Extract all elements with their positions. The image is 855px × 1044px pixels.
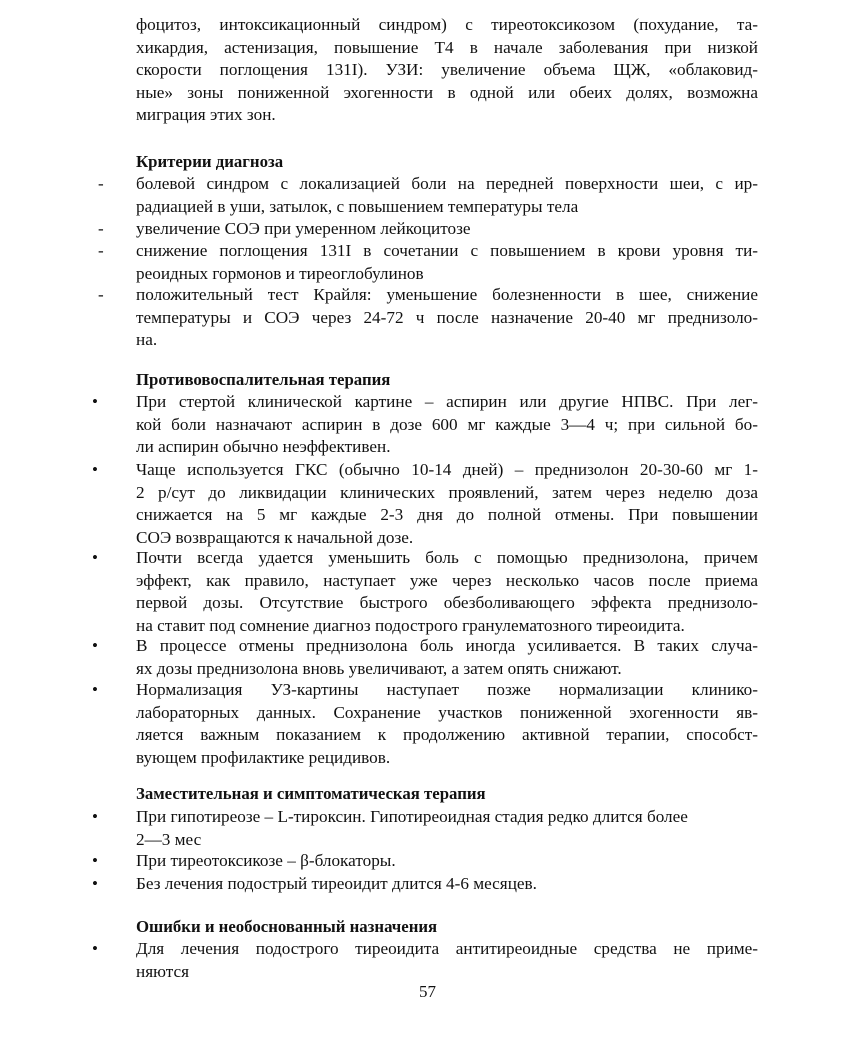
therapy-item-line: При гипотиреозе – L-тироксин. Гипотиреоидная стадия редко длится более <box>136 807 688 826</box>
criteria-heading: Критерии диагноза <box>136 152 284 171</box>
dash-marker: - <box>98 219 104 238</box>
bullet-marker: • <box>92 680 98 699</box>
therapy-item-line: лабораторных данных. Сохранение участков пониженной эхогенности яв- <box>136 702 758 722</box>
criteria-item-text <box>136 240 758 285</box>
therapy-item-line: вующем профилактике рецидивов. <box>136 747 391 767</box>
criteria-item-line: болевой синдром с локализацией боли на передней поверхности шеи, с ир- <box>136 174 758 193</box>
criteria-item-line: температуры и СОЭ через 24-72 ч после назначение 20-40 мг преднизоло- <box>136 307 758 327</box>
criteria-item-line: снижение поглощения 131I в сочетании с повышением в крови уровня ти- <box>136 241 758 260</box>
errors-heading: Ошибки и необоснованный назначения <box>136 917 438 936</box>
therapy-item-text <box>136 459 758 549</box>
therapy-item-line: снижается на 5 мг каждые 2-3 дня до полной отмены. При повышении <box>136 505 758 525</box>
intro-line: хикардия, астенизация, повышение Т4 в начале заболевания при низкой <box>136 37 758 57</box>
therapy-item-text <box>136 391 758 459</box>
errors-item-text <box>136 938 758 983</box>
therapy-item-text <box>136 850 758 873</box>
therapy-item-text <box>136 806 758 851</box>
bullet-marker: • <box>92 392 98 411</box>
criteria-item-line: увеличение СОЭ при умеренном лейкоцитозе <box>136 219 471 238</box>
intro-line: скорости поглощения 131I). УЗИ: увеличение объема ЩЖ, «облаковид- <box>136 60 758 80</box>
therapy-item-line: Почти всегда удается уменьшить боль с помощью преднизолона, причем <box>136 548 758 567</box>
therapy-item-line: ли аспирин обычно неэффективен. <box>136 437 391 457</box>
bullet-marker: • <box>92 807 98 826</box>
therapy-item-line: Нормализация УЗ-картины наступает позже нормализации клинико- <box>136 680 758 699</box>
intro-line: фоцитоз, интоксикационный синдром) с тиреотоксикозом (похудание, та- <box>136 15 758 34</box>
dash-marker: - <box>98 241 104 260</box>
therapy-item-line: Чаще используется ГКС (обычно 10-14 дней) – преднизолон 20-30-60 мг 1- <box>136 460 758 479</box>
criteria-item-line: радиацией в уши, затылок, с повышением температуры тела <box>136 196 579 216</box>
therapy-item-line: кой боли назначают аспирин в дозе 600 мг каждые 3—4 ч; при сильной бо- <box>136 414 758 434</box>
dash-marker: - <box>98 174 104 193</box>
therapy-item-text <box>136 679 758 769</box>
bullet-marker: • <box>92 874 98 893</box>
criteria-item-text <box>136 284 758 352</box>
therapy-item-text <box>136 547 758 637</box>
therapy-item-text <box>136 635 758 680</box>
therapy-item-line: эффект, как правило, наступает уже через несколько часов после приема <box>136 570 758 590</box>
therapy-item-line: При стертой клинической картине – аспирин или другие НПВС. При лег- <box>136 392 758 411</box>
intro-line: ные» зоны пониженной эхогенности в одной или обеих долях, возможна <box>136 82 758 102</box>
therapy-item-line: ляется важным показанием к продолжению активной терапии, способст- <box>136 725 758 745</box>
therapy-item-line: При тиреотоксикозе – β-блокаторы. <box>136 851 396 870</box>
therapy-item-line: на ставит под сомнение диагноз подострого гранулематозного тиреоидита. <box>136 615 685 635</box>
therapy-item-text <box>136 873 758 896</box>
therapy-item-line: ях дозы преднизолона вновь увеличивают, а затем опять снижают. <box>136 658 622 678</box>
criteria-item-line: положительный тест Крайля: уменьшение болезненности в шее, снижение <box>136 285 758 304</box>
errors-item-line: Для лечения подострого тиреоидита антитиреоидные средства не приме- <box>136 939 758 958</box>
criteria-item-line: реоидных гормонов и тиреоглобулинов <box>136 263 424 283</box>
criteria-item-line: на. <box>136 330 158 350</box>
intro-line: миграция этих зон. <box>136 105 276 125</box>
bullet-marker: • <box>92 460 98 479</box>
errors-item-line: няются <box>136 961 189 981</box>
therapy-item-line: первой дозы. Отсутствие быстрого обезболивающего эффекта преднизоло- <box>136 593 758 613</box>
intro-paragraph <box>136 14 758 127</box>
criteria-item-text <box>136 218 758 241</box>
bullet-marker: • <box>92 939 98 958</box>
bullet-marker: • <box>92 851 98 870</box>
page-number: 57 <box>419 982 436 1001</box>
replacement-heading: Заместительная и симптоматическая терапия <box>136 784 486 803</box>
bullet-marker: • <box>92 636 98 655</box>
therapy-item-line: Без лечения подострый тиреоидит длится 4-6 месяцев. <box>136 874 537 893</box>
therapy-item-line: СОЭ возвращаются к начальной дозе. <box>136 527 414 547</box>
therapy-item-line: 2—3 мес <box>136 829 202 849</box>
dash-marker: - <box>98 285 104 304</box>
therapy-item-line: В процессе отмены преднизолона боль иногда усиливается. В таких случа- <box>136 636 758 655</box>
criteria-item-text <box>136 173 758 218</box>
anti-inflammatory-heading: Противовоспалительная терапия <box>136 370 391 389</box>
therapy-item-line: 2 р/сут до ликвидации клинических проявлений, затем через неделю доза <box>136 482 758 502</box>
bullet-marker: • <box>92 548 98 567</box>
